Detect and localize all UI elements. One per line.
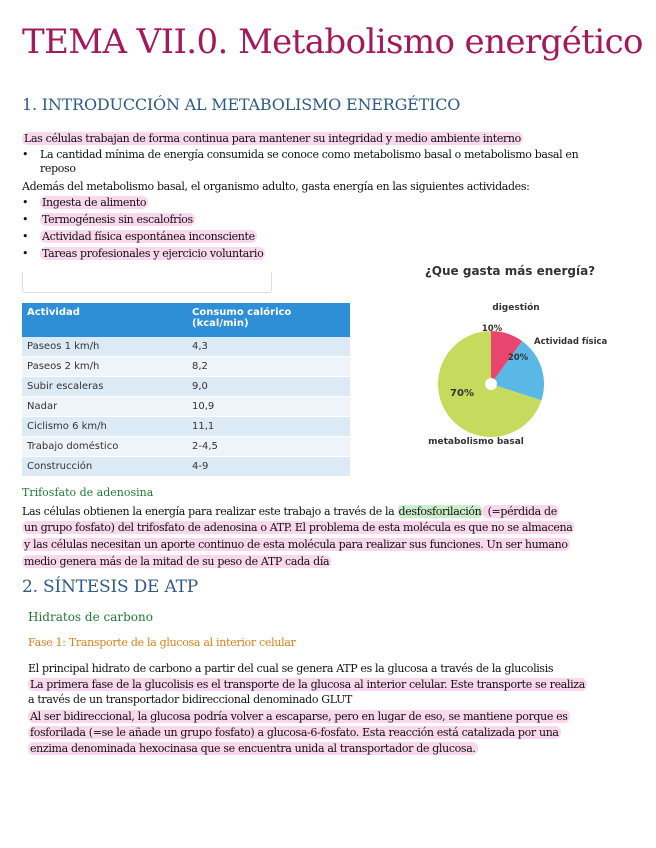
list-item: • Ingesta de alimento [22,196,147,209]
table-header-consumption: Consumo calórico (kcal/min) [187,303,350,337]
synthesis-line-4: Al ser bidireccional, la glucosa podría volver a escaparse, pero en lugar de eso, se mantiene porque es [30,710,568,723]
pie-group [438,331,544,437]
section-heading-introduccion: 1. INTRODUCCIÓN AL METABOLISMO ENERGÉTICO [22,95,461,114]
atp-line-4: medio genera más de la mitad de su peso de ATP cada día [24,555,330,568]
atp-line-2: un grupo fosfato) del trifosfato de adenosina o ATP. El problema de esta molécula es que no se almacena [24,521,573,534]
activity-table [22,303,350,477]
synthesis-line-1: El principal hidrato de carbono a partir del cual se genera ATP es la glucosa a través de la glucolisis [28,662,554,675]
table-row: Subir escaleras 9,0 [22,377,350,397]
synthesis-line-3: a través de un transportador bidireccional denominado GLUT [28,693,352,706]
bullet-icon: • [22,148,29,161]
bullet-icon: • [22,230,29,243]
bullet-icon: • [22,196,29,209]
atp-subtitle: Trifosfato de adenosina [22,486,154,499]
slice-label-metabolismo: metabolismo basal [428,437,524,447]
list-item: • Termogénesis sin escalofríos [22,213,193,226]
list-item: • Actividad física espontánea inconsciente [22,230,255,243]
pie-center [485,378,497,390]
slice-label-actividad: Actividad física [534,337,608,347]
value-label-metabolismo: 70% [450,388,474,399]
phase-1-heading: Fase 1: Transporte de la glucosa al interior celular [28,636,296,649]
synthesis-line-5: fosforilada (=se le añade un grupo fosfato) a glucosa-6-fosfato. Esta reacción está catalizada por una [30,726,559,739]
table-row: Paseos 1 km/h 4,3 [22,337,350,357]
value-label-actividad: 20% [507,353,529,363]
bullet-icon: • [22,247,29,260]
energy-pie-chart [380,258,640,458]
table-row: Paseos 2 km/h 8,2 [22,357,350,377]
table-row: Ciclismo 6 km/h 11,1 [22,417,350,437]
basal-bullet-cont: reposo [40,162,76,175]
table-row: Nadar 10,9 [22,397,350,417]
list-item: • Tareas profesionales y ejercicio voluntario [22,247,264,260]
empty-box [22,272,272,293]
synthesis-line-6: enzima denominada hexocinasa que se encuentra unida al transportador de glucosa. [30,742,476,755]
chart-title: ¿Que gasta más energía? [424,264,596,278]
section-heading-sintesis: 2. SÍNTESIS DE ATP [22,577,198,597]
activities-intro: Además del metabolismo basal, el organismo adulto, gasta energía en las siguientes actividades: [22,180,530,193]
intro-paragraph: Las células trabajan de forma continua para mantener su integridad y medio ambiente interno [24,132,521,145]
slice-label-digestion: digestión [492,303,540,313]
table-row: Trabajo doméstico 2-4,5 [22,437,350,457]
table-header-activity: Actividad [22,303,187,337]
bullet-icon: • [22,213,29,226]
atp-line-1: Las células obtienen la energía para realizar este trabajo a través de la desfosforilación (=pérdida de [22,505,557,518]
atp-line-3: y las células necesitan un aporte continuo de esta molécula para realizar sus funciones. Un ser humano [24,538,568,551]
table-row: Construcción 4-9 [22,457,350,477]
basal-bullet: • La cantidad mínima de energía consumida se conoce como metabolismo basal o metabolismo basal en [22,148,579,161]
carbohydrates-subheading: Hidratos de carbono [28,610,153,624]
value-label-digestion: 10% [481,324,503,334]
page-title: TEMA VII.0. Metabolismo energético [22,22,643,62]
synthesis-line-2: La primera fase de la glucolisis es el transporte de la glucosa al interior celular. Este transporte se realiza [30,678,585,691]
